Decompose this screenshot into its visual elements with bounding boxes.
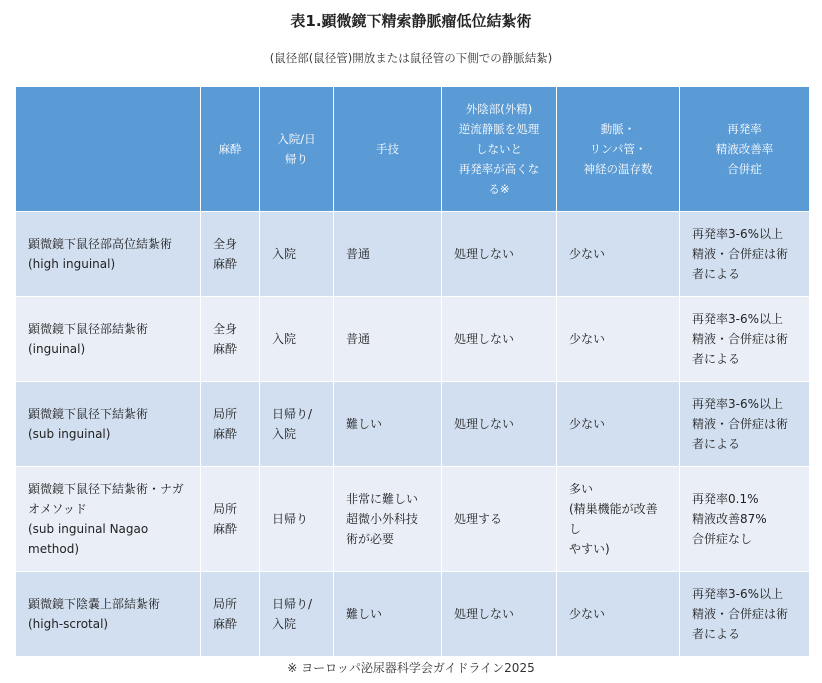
table-subtitle: (鼠径部(鼠径管)開放または鼠径管の下側での静脈結紮) (269, 51, 553, 65)
cell-technique: 難しい (334, 382, 442, 467)
cell-procedure: 顕微鏡下鼠径部結紮術 (inguinal) (16, 297, 201, 382)
cell-anesthesia: 局所 麻酔 (201, 572, 260, 657)
header-row (16, 87, 810, 212)
header-cell-technique: 手技 (334, 87, 442, 212)
header-cell-stay: 入院/日 帰り (260, 87, 334, 212)
cell-stay: 日帰り (260, 467, 334, 572)
header-cell-external-vein: 外陰部(外精) 逆流静脈を処理 しないと 再発率が高くな る※ (442, 87, 557, 212)
cell-outcomes: 再発率3-6%以上 精液・合併症は術 者による (680, 212, 810, 297)
cell-external-vein: 処理しない (442, 212, 557, 297)
footnote: ※ ヨーロッパ泌尿器科学会ガイドライン2025 (287, 661, 535, 675)
cell-technique: 普通 (334, 212, 442, 297)
cell-anesthesia: 局所 麻酔 (201, 467, 260, 572)
cell-external-vein: 処理しない (442, 572, 557, 657)
cell-preservation: 少ない (557, 212, 680, 297)
cell-outcomes: 再発率0.1% 精液改善87% 合併症なし (680, 467, 810, 572)
cell-anesthesia: 局所 麻酔 (201, 382, 260, 467)
cell-external-vein: 処理しない (442, 297, 557, 382)
cell-stay: 入院 (260, 297, 334, 382)
table-row (16, 297, 810, 382)
table-row (16, 572, 810, 657)
header-cell-anesthesia: 麻酔 (201, 87, 260, 212)
cell-stay: 日帰り/ 入院 (260, 382, 334, 467)
table-title: 表1.顕微鏡下精索静脈瘤低位結紮術 (290, 12, 532, 30)
cell-technique: 非常に難しい 超微小外科技 術が必要 (334, 467, 442, 572)
cell-procedure: 顕微鏡下陰嚢上部結紮術 (high-scrotal) (16, 572, 201, 657)
cell-anesthesia: 全身 麻酔 (201, 297, 260, 382)
cell-outcomes: 再発率3-6%以上 精液・合併症は術 者による (680, 572, 810, 657)
cell-preservation: 少ない (557, 297, 680, 382)
header-cell-procedure (16, 87, 201, 212)
cell-anesthesia: 全身 麻酔 (201, 212, 260, 297)
cell-external-vein: 処理する (442, 467, 557, 572)
cell-outcomes: 再発率3-6%以上 精液・合併症は術 者による (680, 382, 810, 467)
cell-stay: 入院 (260, 212, 334, 297)
cell-preservation: 多い (精巣機能が改善し やすい) (557, 467, 680, 572)
cell-stay: 日帰り/ 入院 (260, 572, 334, 657)
header-cell-preservation: 動脈・ リンパ管・ 神経の温存数 (557, 87, 680, 212)
cell-preservation: 少ない (557, 572, 680, 657)
header-cell-outcomes: 再発率 精液改善率 合併症 (680, 87, 810, 212)
comparison-table (15, 86, 810, 657)
cell-procedure: 顕微鏡下鼠径下結紮術・ナガ オメソッド (sub inguinal Nagao method) (16, 467, 201, 572)
cell-external-vein: 処理しない (442, 382, 557, 467)
table-row (16, 467, 810, 572)
cell-outcomes: 再発率3-6%以上 精液・合併症は術 者による (680, 297, 810, 382)
cell-technique: 普通 (334, 297, 442, 382)
cell-procedure: 顕微鏡下鼠径部高位結紮術 (high inguinal) (16, 212, 201, 297)
table-row (16, 382, 810, 467)
table-row (16, 212, 810, 297)
cell-procedure: 顕微鏡下鼠径下結紮術 (sub inguinal) (16, 382, 201, 467)
cell-preservation: 少ない (557, 382, 680, 467)
cell-technique: 難しい (334, 572, 442, 657)
